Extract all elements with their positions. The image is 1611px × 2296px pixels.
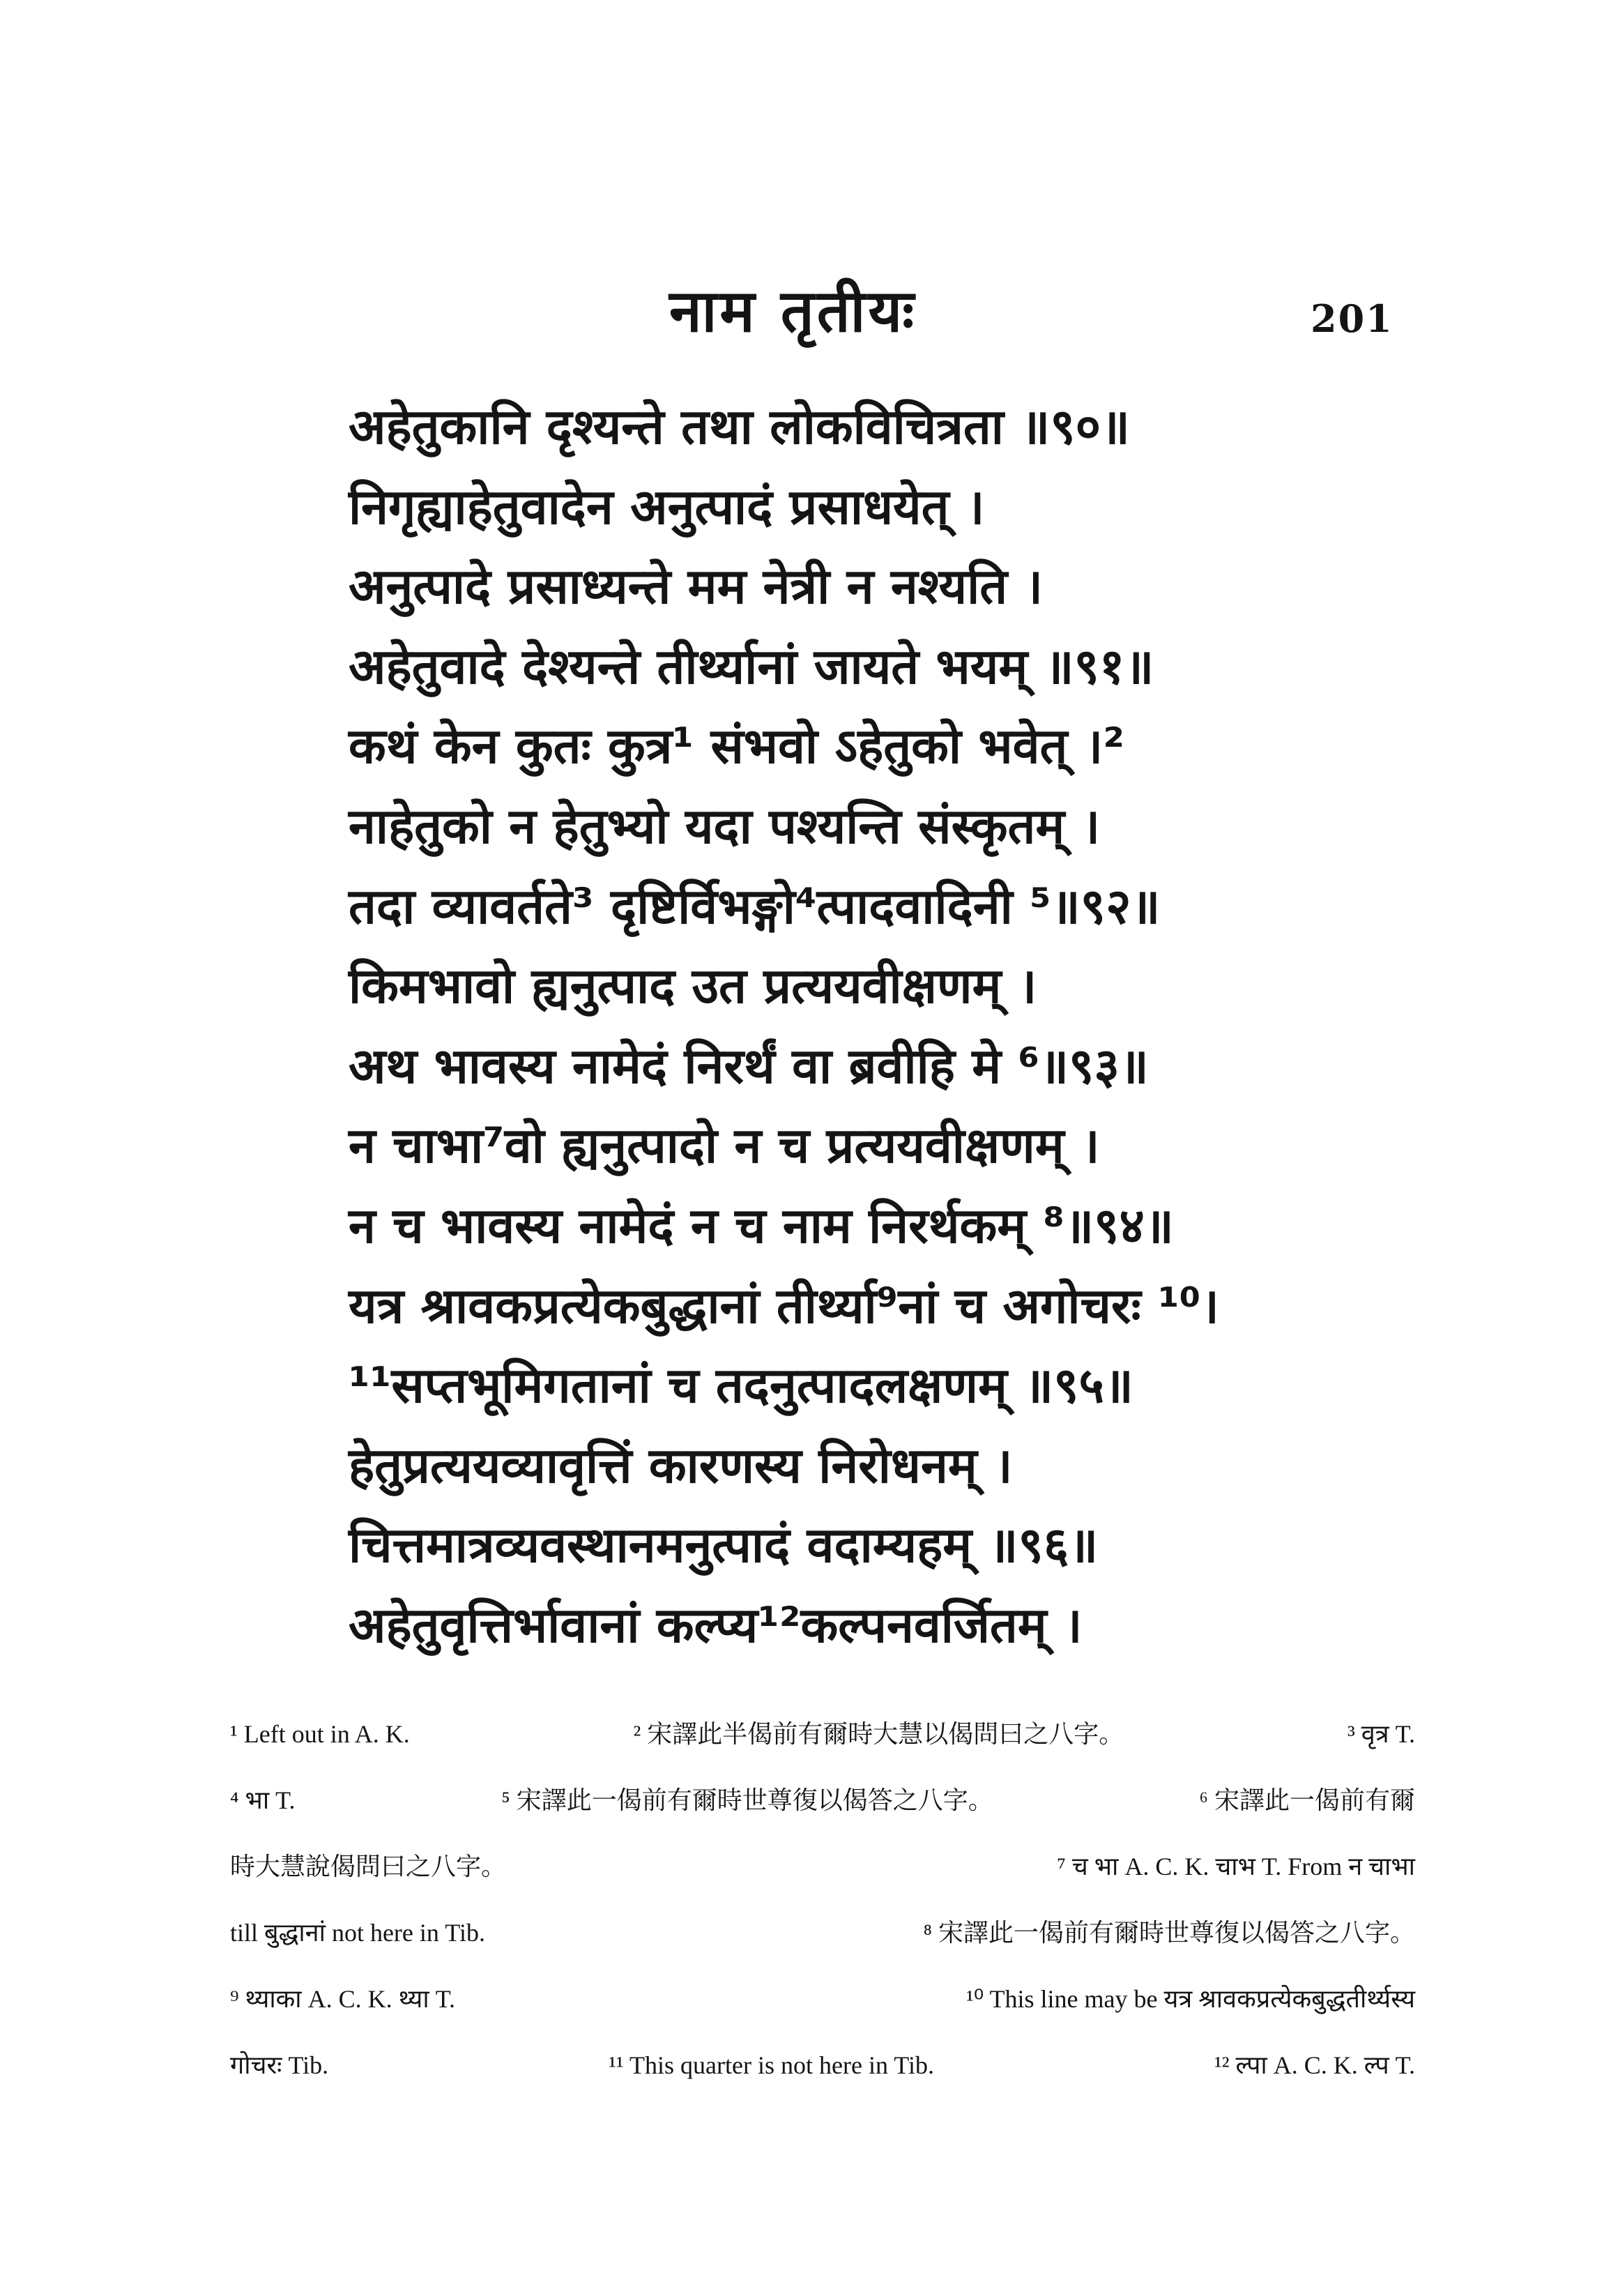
footnote-10: ¹⁰ This line may be यत्र श्रावकप्रत्येकबुद्धतीर्थ्यस्य: [965, 1985, 1415, 2013]
verse-line: अहेतुवृत्तिर्भावानां कल्प्य¹²कल्पनवर्जितम् ।: [349, 1596, 1083, 1654]
footnote-5: ⁵ 宋譯此一偈前有爾時世尊復以偈答之八字。: [501, 1786, 993, 1814]
footnotes: [230, 1701, 1415, 2099]
footnote-10-continued: गोचरः Tib.: [230, 2051, 329, 2079]
page-number: 201: [1311, 296, 1394, 341]
footnote-11: ¹¹ This quarter is not here in Tib.: [609, 2051, 935, 2079]
verse-line: कथं केन कुतः कुत्र¹ संभवो ऽहेतुको भवेत् ।²: [349, 717, 1124, 775]
footnote-9: ⁹ थ्याका A. C. K. थ्या T.: [230, 1985, 456, 2013]
verse-line: अहेतुवादे देश्यन्ते तीर्थ्यानां जायते भयम् ॥९१॥: [349, 637, 1154, 695]
verse-line: अनुत्पादे प्रसाध्यन्ते मम नेत्री न नश्यति ।: [349, 558, 1044, 616]
verse-line: यत्र श्रावकप्रत्येकबुद्धानां तीर्थ्या⁹नां च अगोचरः ¹⁰।: [349, 1277, 1219, 1335]
verse-line: ¹¹सप्तभूमिगतानां च तदनुत्पादलक्षणम् ॥९५॥: [349, 1357, 1133, 1415]
footnote-line: [230, 1834, 1415, 1900]
footnote-line: [230, 1900, 1415, 1966]
verse-line: हेतुप्रत्ययव्यावृत्तिं कारणस्य निरोधनम् ।: [349, 1436, 1013, 1494]
verse-line: न च भावस्य नामेदं न च नाम निरर्थकम् ⁸॥९४॥: [349, 1196, 1174, 1254]
footnote-line: [230, 1701, 1415, 1767]
verse-line: तदा व्यावर्तते³ दृष्टिर्विभङ्गो⁴त्पादवादिनी ⁵॥९२॥: [349, 877, 1161, 935]
footnote-4: ⁴ भा T.: [230, 1786, 296, 1814]
verse-line: न चाभा⁷वो ह्यनुत्पादो न च प्रत्ययवीक्षणम् ।: [349, 1117, 1100, 1175]
verse-line: नाहेतुको न हेतुभ्यो यदा पश्यन्ति संस्कृतम् ।: [349, 797, 1101, 855]
page-header: [0, 268, 1611, 359]
footnote-line: [230, 2032, 1415, 2099]
footnote-2: ² 宋譯此半偈前有爾時大慧以偈問曰之八字。: [633, 1720, 1124, 1748]
footnote-12: ¹² ल्पा A. C. K. ल्प T.: [1214, 2051, 1415, 2079]
verse-line: अथ भावस्य नामेदं निरर्थं वा ब्रवीहि मे ⁶॥९३॥: [349, 1037, 1149, 1095]
running-title: नाम तृतीयः: [669, 277, 917, 345]
footnote-6: ⁶ 宋譯此一偈前有爾: [1199, 1786, 1415, 1814]
footnote-6-continued: 時大慧說偈問曰之八字。: [230, 1853, 507, 1880]
footnote-line: [230, 1767, 1415, 1834]
verse-block: [349, 387, 1408, 1666]
footnote-7-continued: till बुद्धानां not here in Tib.: [230, 1919, 485, 1947]
footnote-3: ³ वृत्र T.: [1347, 1720, 1415, 1748]
footnote-1: ¹ Left out in A. K.: [230, 1720, 410, 1748]
verse-line: अहेतुकानि दृश्यन्ते तथा लोकविचित्रता ॥९०॥: [349, 398, 1130, 455]
footnote-line: [230, 1966, 1415, 2032]
verse-line: निगृह्याहेतुवादेन अनुत्पादं प्रसाधयेत् ।: [349, 478, 985, 535]
verse-line: किमभावो ह्यनुत्पाद उत प्रत्ययवीक्षणम् ।: [349, 957, 1037, 1015]
footnote-7: ⁷ च भा A. C. K. चाभ T. From न चाभा: [1057, 1853, 1415, 1880]
footnote-8: ⁸ 宋譯此一偈前有爾時世尊復以偈答之八字。: [923, 1919, 1415, 1947]
verse-line: चित्तमात्रव्यवस्थानमनुत्पादं वदाम्यहम् ॥९६॥: [349, 1516, 1099, 1574]
